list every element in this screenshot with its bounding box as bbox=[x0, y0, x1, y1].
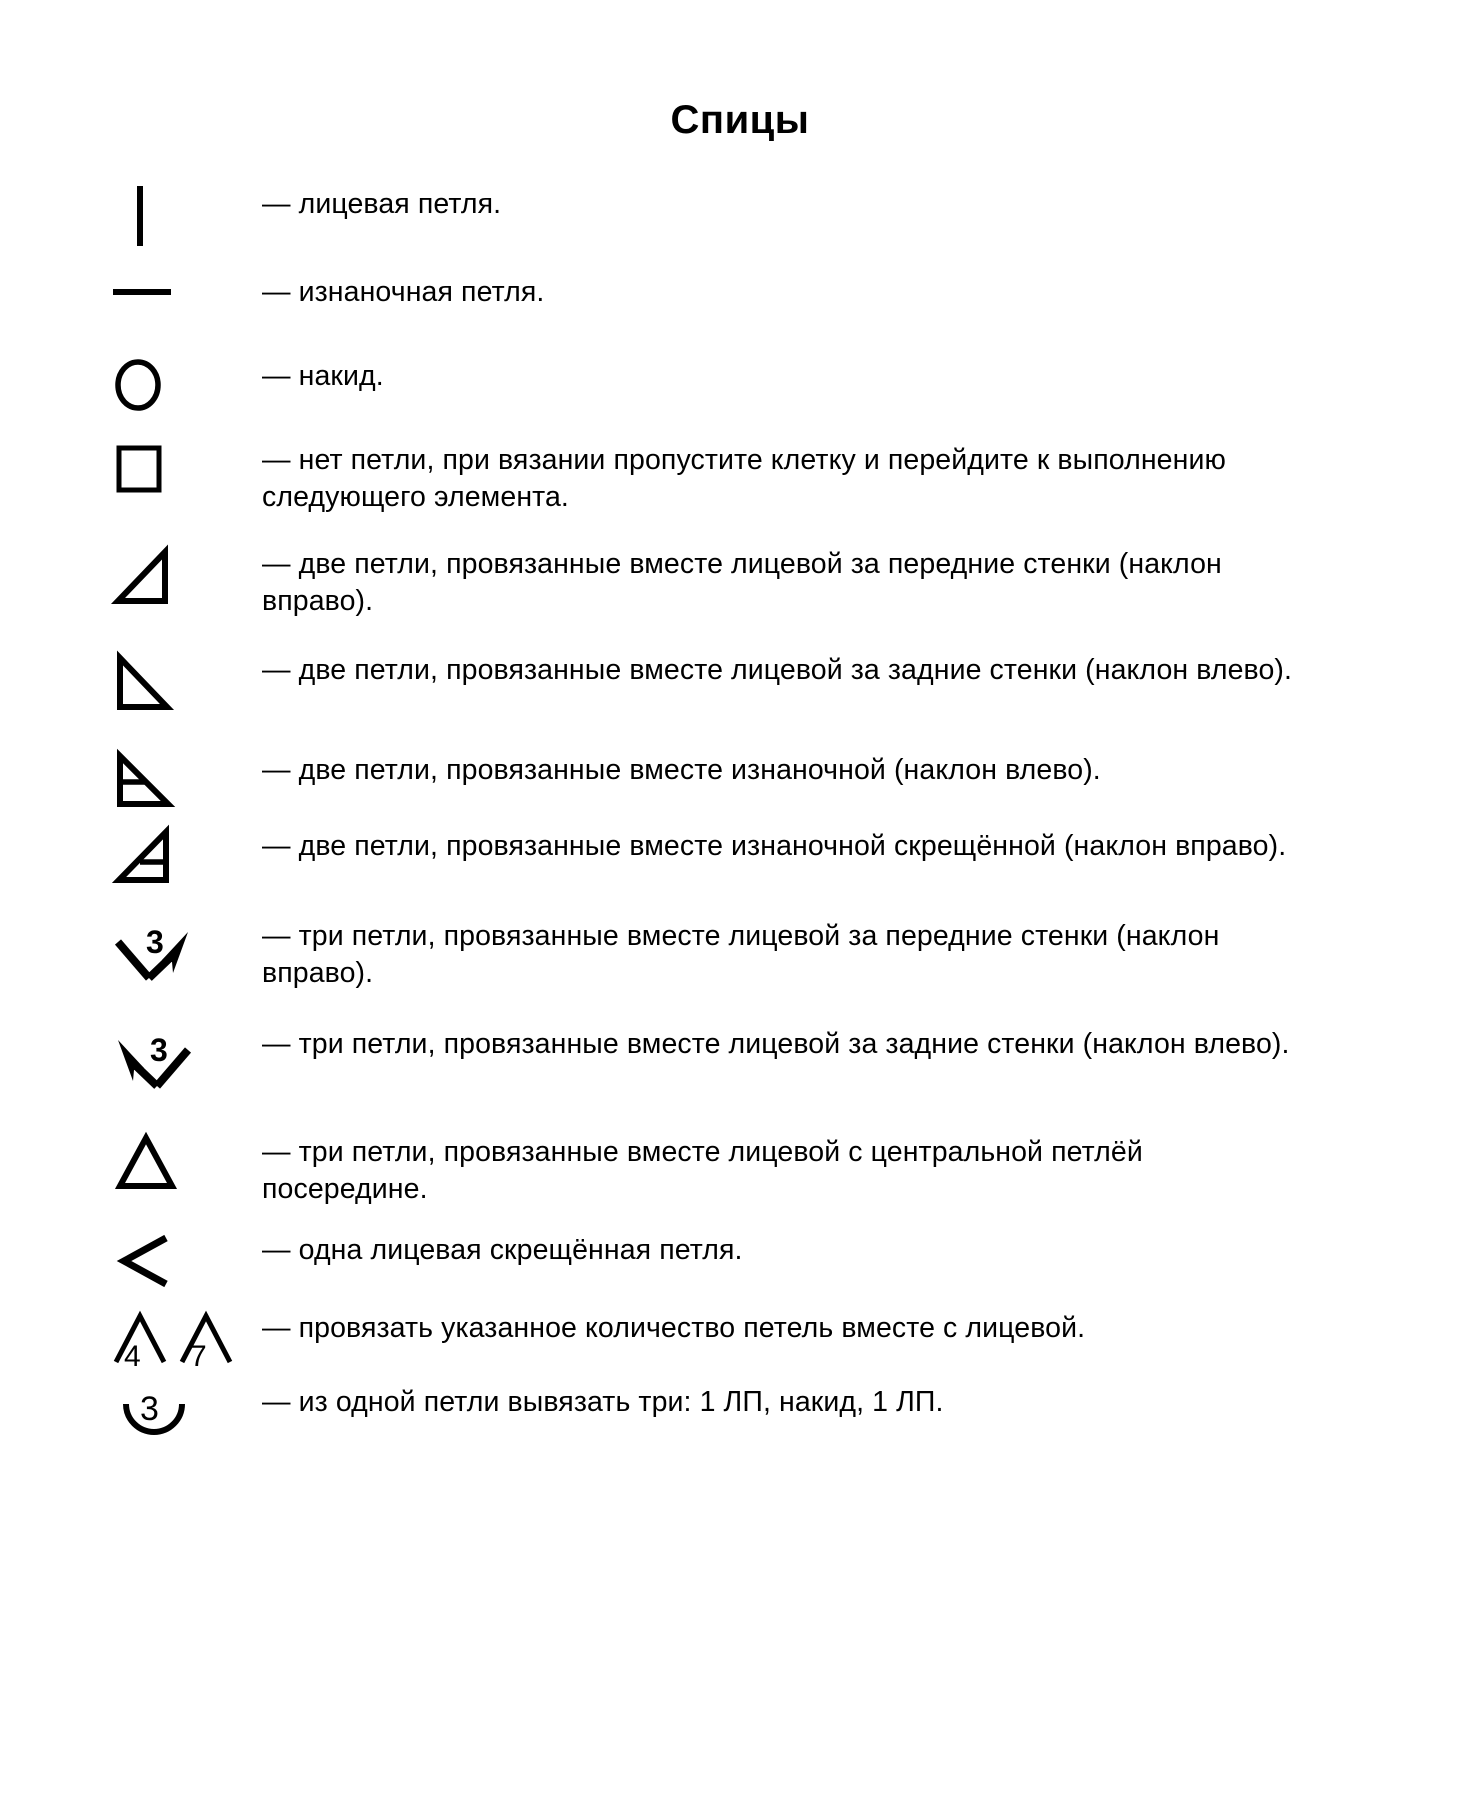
symbol-cell bbox=[92, 440, 262, 498]
arc-three-increase-icon bbox=[110, 1382, 206, 1446]
page-title: Спицы bbox=[670, 98, 810, 142]
triangle-right-lean-k2tog-front-icon bbox=[110, 544, 186, 614]
circle-yarn-over-icon bbox=[110, 356, 170, 414]
list-item bbox=[0, 184, 1480, 248]
symbol-description: — три петли, провязанные вместе лицевой за передние стенки (наклон вправо). bbox=[262, 920, 1220, 990]
list-item bbox=[0, 916, 1480, 992]
list-item bbox=[0, 356, 1480, 418]
list-item bbox=[0, 544, 1480, 620]
symbol-cell bbox=[92, 826, 262, 892]
arrow-three-right-lean-k3tog-front-icon bbox=[110, 916, 206, 992]
symbol-description: — нет петли, при вязании пропустите клетку и перейдите к выполнению следующего элемента. bbox=[262, 444, 1226, 514]
arrow-three-left-lean-k3tog-back-icon bbox=[110, 1024, 206, 1100]
symbol-number: 3 bbox=[140, 1390, 159, 1429]
list-item bbox=[0, 440, 1480, 516]
list-item bbox=[0, 826, 1480, 892]
symbol-number: 3 bbox=[146, 924, 164, 961]
symbol-description: — лицевая петля. bbox=[262, 188, 502, 220]
triangle-outline-central-double-decrease-icon bbox=[110, 1132, 190, 1194]
symbol-cell bbox=[92, 1132, 262, 1194]
symbol-cell bbox=[92, 916, 262, 992]
triangle-left-lean-k2tog-back-icon bbox=[110, 650, 186, 720]
symbol-cell bbox=[92, 544, 262, 614]
symbol-description: — две петли, провязанные вместе лицевой за передние стенки (наклон вправо). bbox=[262, 548, 1222, 618]
vertical-bar-knit-stitch-icon bbox=[110, 184, 170, 248]
chevron-left-twisted-knit-stitch-icon bbox=[110, 1230, 190, 1292]
symbol-description: — две петли, провязанные вместе лицевой за задние стенки (наклон влево). bbox=[262, 654, 1293, 687]
symbol-cell bbox=[92, 272, 262, 312]
list-item bbox=[0, 1382, 1480, 1446]
triangle-barred-right-lean-p2tog-twisted-icon bbox=[110, 826, 186, 892]
symbol-cell bbox=[92, 1230, 262, 1292]
symbol-description: — две петли, провязанные вместе изнаночной скрещённой (наклон вправо). bbox=[262, 830, 1287, 863]
chevron-pair-numbered-decrease-icon bbox=[110, 1308, 242, 1372]
list-item bbox=[0, 750, 1480, 816]
symbol-number: 3 bbox=[150, 1032, 168, 1069]
symbol-cell bbox=[92, 650, 262, 720]
symbol-description: — провязать указанное количество петель вместе с лицевой. bbox=[262, 1312, 1086, 1345]
horizontal-bar-purl-stitch-icon bbox=[110, 272, 176, 312]
list-item bbox=[0, 1024, 1480, 1100]
symbol-description: — три петли, провязанные вместе лицевой за задние стенки (наклон влево). bbox=[262, 1028, 1290, 1061]
triangle-barred-left-lean-p2tog-icon bbox=[110, 750, 186, 816]
symbol-description: — две петли, провязанные вместе изнаночной (наклон влево). bbox=[262, 754, 1101, 787]
symbol-description: — одна лицевая скрещённая петля. bbox=[262, 1234, 743, 1267]
list-item bbox=[0, 272, 1480, 334]
square-no-stitch-icon bbox=[110, 440, 170, 498]
symbol-cell bbox=[92, 1024, 262, 1100]
list-item bbox=[0, 1132, 1480, 1208]
symbol-number-right: 7 bbox=[190, 1340, 207, 1374]
symbol-cell bbox=[92, 750, 262, 816]
symbol-cell bbox=[92, 1308, 262, 1372]
symbol-legend-list bbox=[0, 184, 1480, 1446]
symbol-description: — изнаночная петля. bbox=[262, 276, 545, 308]
symbol-cell bbox=[92, 356, 262, 414]
symbol-cell bbox=[92, 184, 262, 248]
symbol-cell bbox=[92, 1382, 262, 1446]
symbol-number-left: 4 bbox=[124, 1340, 141, 1374]
symbol-description: — накид. bbox=[262, 360, 384, 392]
list-item bbox=[0, 1230, 1480, 1292]
list-item bbox=[0, 1308, 1480, 1372]
list-item bbox=[0, 650, 1480, 720]
symbol-description: — три петли, провязанные вместе лицевой с центральной петлёй посередине. bbox=[262, 1136, 1143, 1206]
symbol-description: — из одной петли вывязать три: 1 ЛП, накид, 1 ЛП. bbox=[262, 1386, 944, 1419]
